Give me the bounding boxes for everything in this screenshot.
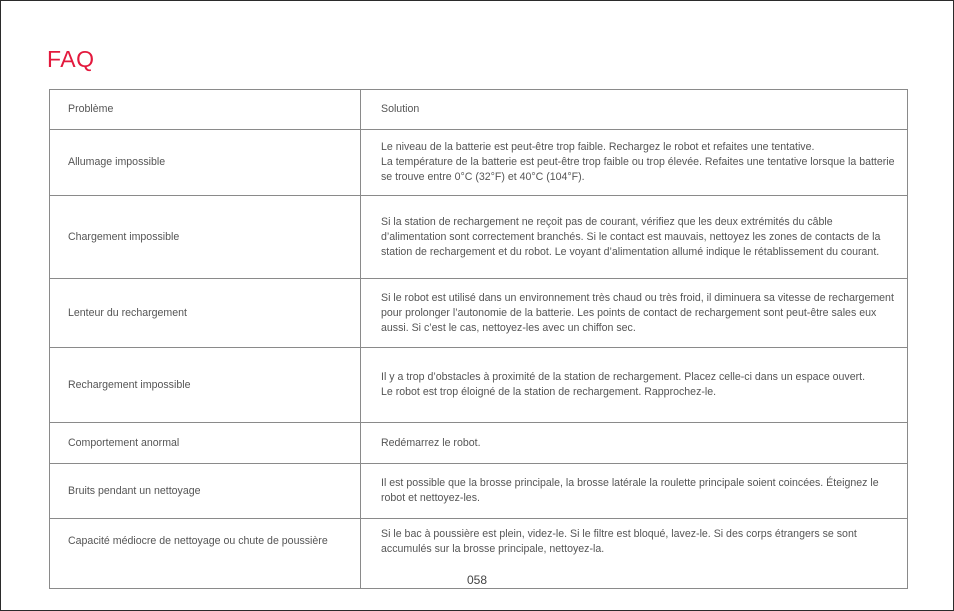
solution-text: Redémarrez le robot.	[381, 436, 481, 449]
solution-text: La température de la batterie est peut-être trop faible ou trop élevée. Refaites une tentative lorsque la batterie se trouve entre 0°C (32°F) et 40°C (104°F).	[381, 156, 895, 183]
problem-cell: Rechargement impossible	[50, 348, 361, 423]
table-row	[50, 196, 908, 279]
solution-text: Le niveau de la batterie est peut-être trop faible. Rechargez le robot et refaites une tentative.	[381, 141, 815, 153]
solution-text: Si la station de rechargement ne reçoit pas de courant, vérifiez que les deux extrémités du câble d’alimentation sont correctement branchés. Si le contact est mauvais, nettoyez les zones de contacts de la station de rechargement et du robot. Le voyant d’alimentation allumé indique le rétablissement du courant.	[381, 215, 881, 258]
solution-text: Si le bac à poussière est plein, videz-le. Si le filtre est bloqué, lavez-le. Si des corps étrangers se sont accumulés sur la brosse principale, nettoyez-la.	[381, 528, 857, 555]
solution-text: Si le robot est utilisé dans un environnement très chaud ou très froid, il diminuera sa vitesse de rechargement pour prolonger l’autonomie de la batterie. Les points de contact de rechargement sont peut-être sales eux aussi. Si c’est le cas, nettoyez-les avec un chiffon sec.	[381, 291, 894, 334]
table-row	[50, 130, 908, 196]
header-problem: Problème	[50, 90, 361, 130]
table-row	[50, 423, 908, 464]
solution-cell	[361, 423, 908, 464]
table-header-row	[50, 90, 908, 130]
solution-cell	[361, 464, 908, 519]
problem-cell: Chargement impossible	[50, 196, 361, 279]
problem-cell: Capacité médiocre de nettoyage ou chute de poussière	[50, 519, 361, 589]
table-row	[50, 279, 908, 348]
table-row	[50, 348, 908, 423]
page-number: 058	[466, 573, 488, 587]
solution-text: Le robot est trop éloigné de la station de rechargement. Rapprochez-le.	[381, 386, 717, 398]
page-title: FAQ	[47, 46, 95, 72]
solution-text: Il est possible que la brosse principale, la brosse latérale la roulette principale soient coincées. Éteignez le robot et nettoyez-les.	[381, 477, 879, 504]
problem-cell: Allumage impossible	[50, 130, 361, 196]
solution-cell	[361, 196, 908, 279]
problem-cell: Lenteur du rechargement	[50, 279, 361, 348]
problem-cell: Bruits pendant un nettoyage	[50, 464, 361, 519]
solution-cell	[361, 348, 908, 423]
solution-cell	[361, 279, 908, 348]
faq-table	[49, 89, 908, 589]
table-row	[50, 464, 908, 519]
solution-text: Il y a trop d’obstacles à proximité de la station de rechargement. Placez celle-ci dans un espace ouvert.	[381, 371, 866, 383]
header-solution: Solution	[361, 90, 908, 130]
problem-cell: Comportement anormal	[50, 423, 361, 464]
solution-cell	[361, 130, 908, 196]
